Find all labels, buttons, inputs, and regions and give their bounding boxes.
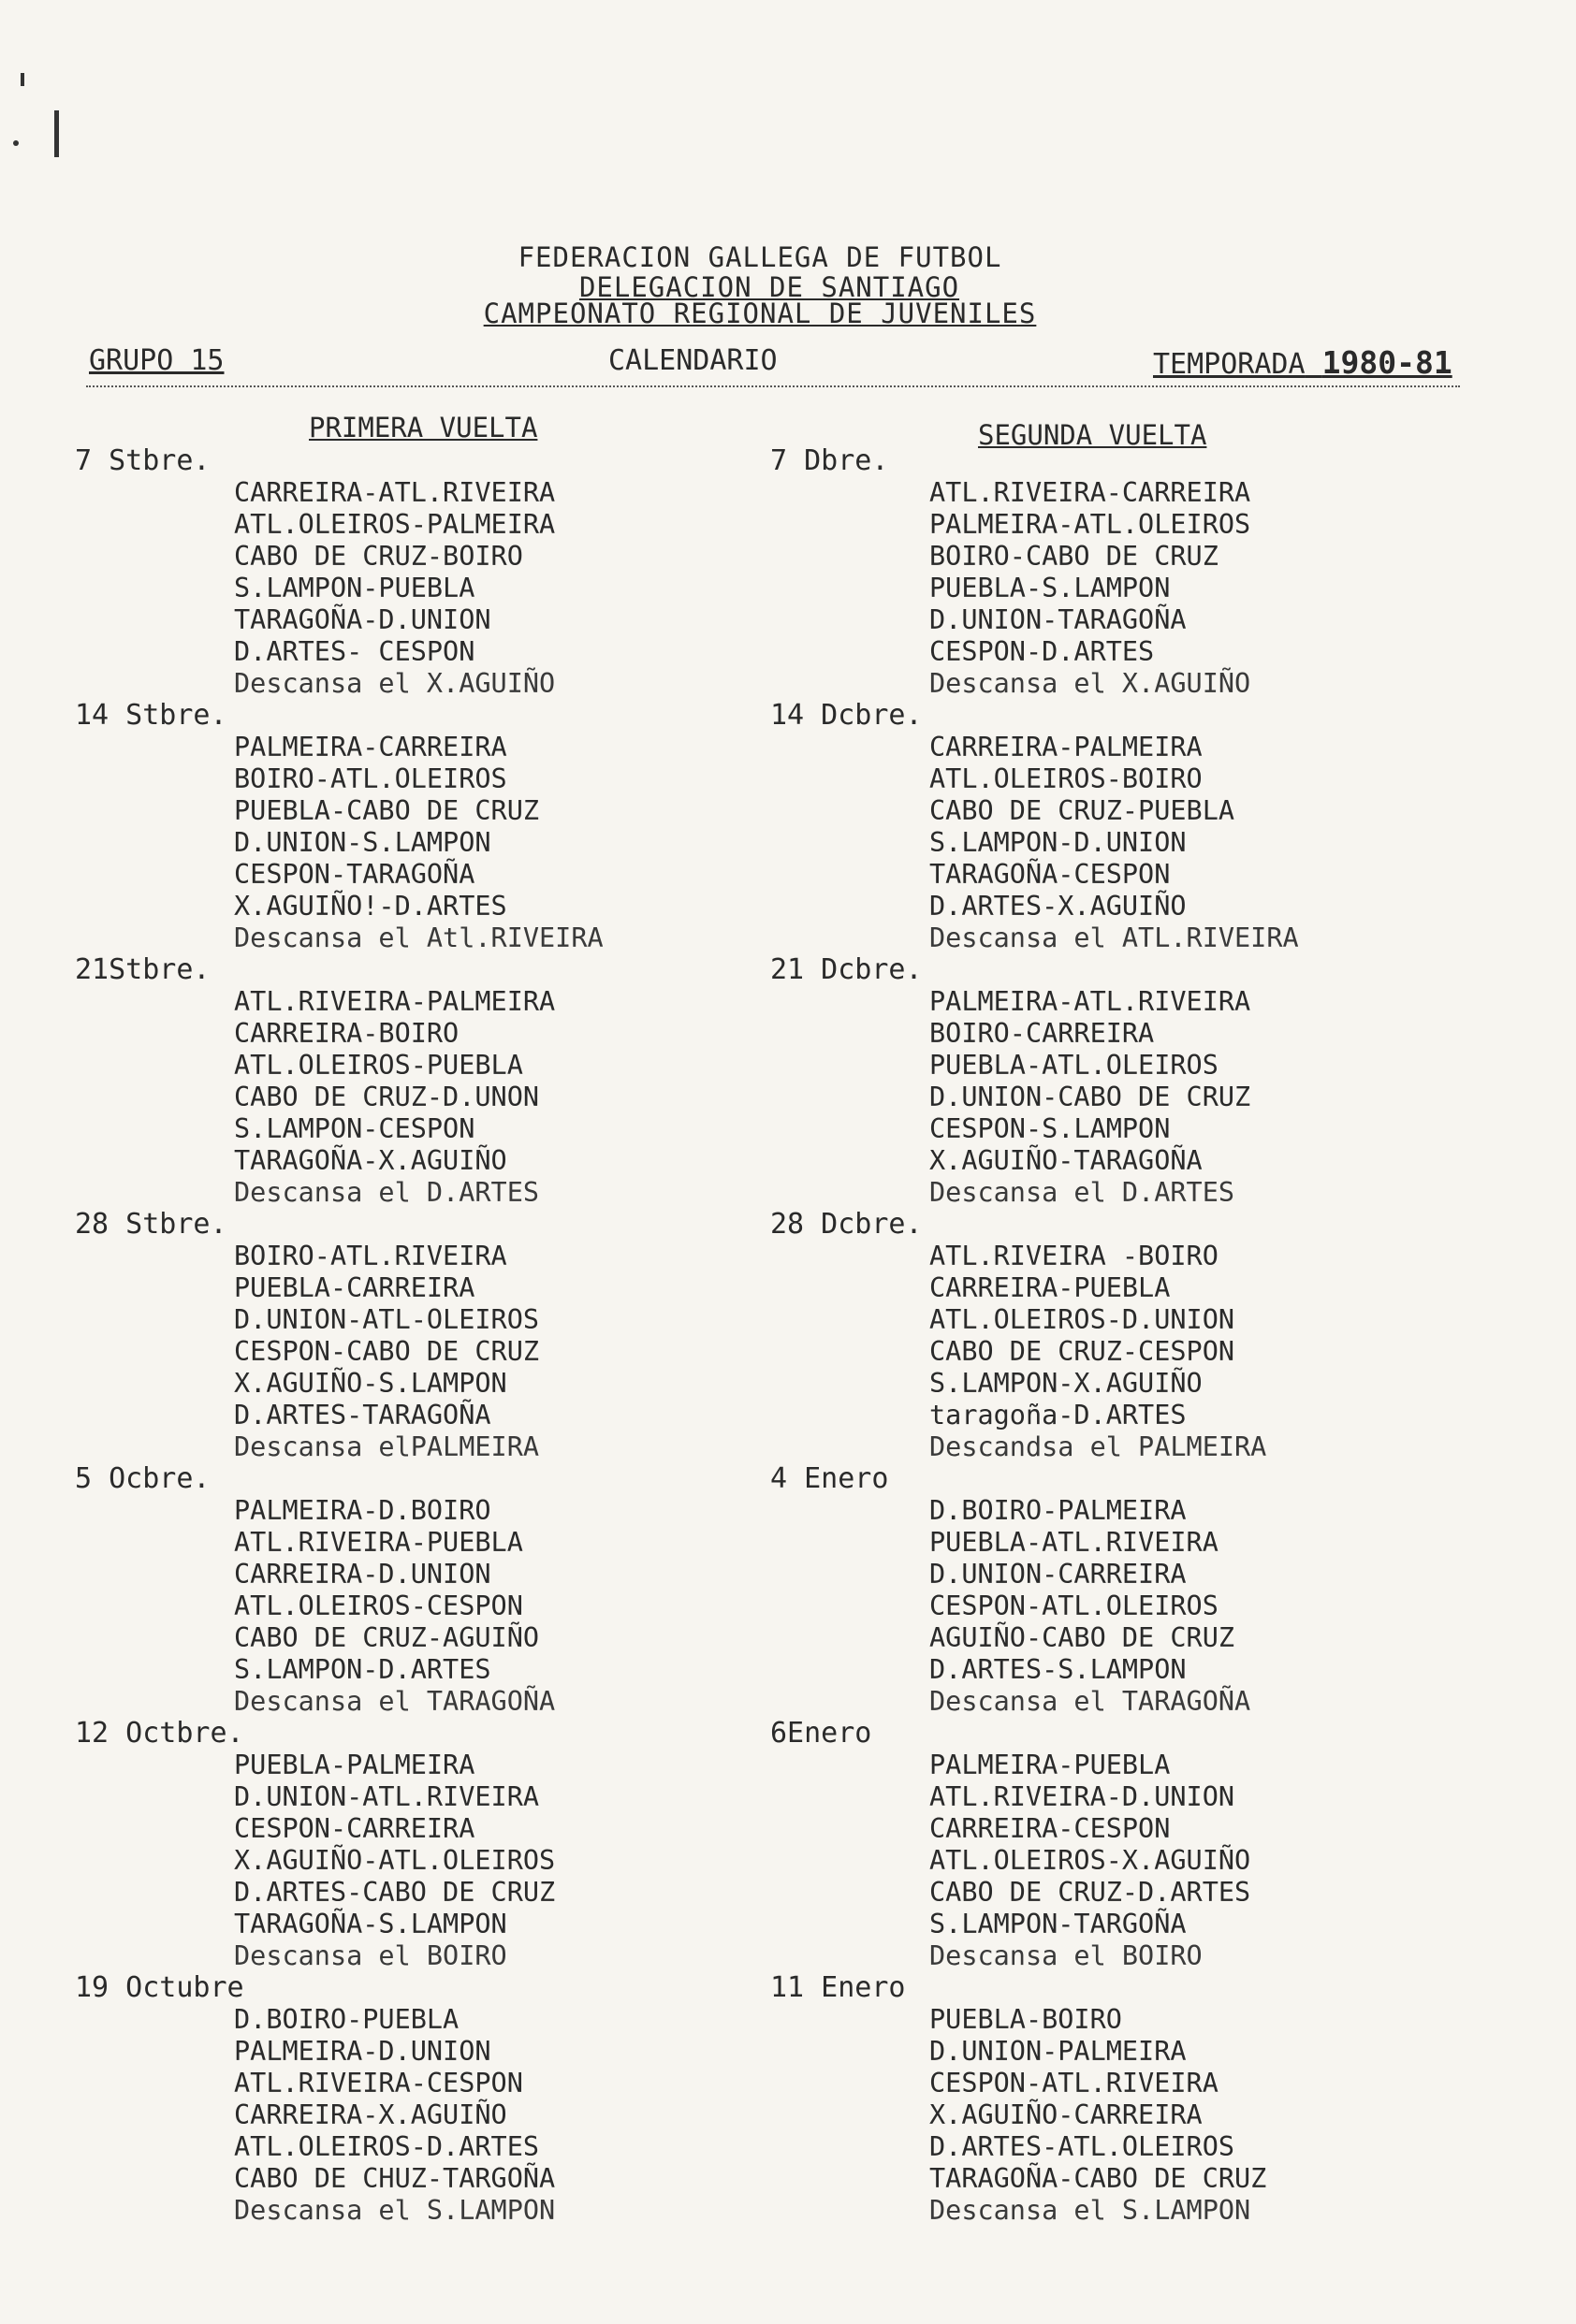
rest-team: Descansa el ATL.RIVEIRA: [929, 922, 1299, 953]
match-fixture: CABO DE CRUZ-D.UNON: [234, 1082, 540, 1112]
round-date: 6Enero: [770, 1717, 872, 1750]
first-leg-title: PRIMERA VUELTA: [309, 412, 538, 443]
match-fixture: CESPON-S.LAMPON: [929, 1113, 1171, 1144]
match-fixture: CABO DE CRUZ-CESPON: [929, 1336, 1235, 1367]
match-fixture: CARREIRA-D.UNION: [234, 1559, 491, 1590]
calendar-label: CALENDARIO: [608, 344, 778, 377]
match-fixture: D.UNION-ATL-OLEIROS: [234, 1304, 540, 1335]
match-fixture: TARAGOÑA-CABO DE CRUZ: [929, 2163, 1267, 2194]
match-fixture: D.UNION-ATL.RIVEIRA: [234, 1781, 540, 1812]
match-fixture: D.ARTES-CABO DE CRUZ: [234, 1877, 556, 1908]
match-fixture: ATL.RIVEIRA-CARREIRA: [929, 477, 1251, 508]
season-label: [1153, 344, 1452, 381]
round-date: 28 Stbre.: [75, 1208, 227, 1241]
match-fixture: CARREIRA-CESPON: [929, 1813, 1171, 1844]
first-leg-column: [75, 445, 604, 2227]
rest-team: Descansa el Atl.RIVEIRA: [234, 922, 604, 953]
round-block: [770, 445, 1299, 700]
rest-team: Descansa elPALMEIRA: [234, 1431, 540, 1462]
round-date: 21Stbre.: [75, 953, 211, 986]
rest-team: Descansa el BOIRO: [234, 1940, 507, 1971]
match-fixture: CABO DE CRUZ-BOIRO: [234, 541, 523, 572]
match-fixture: PUEBLA-CABO DE CRUZ: [234, 795, 540, 826]
season-year: 1980-81: [1321, 344, 1452, 381]
match-fixture: CESPON-TARAGOÑA: [234, 859, 475, 890]
match-fixture: ATL.RIVEIRA-D.UNION: [929, 1781, 1235, 1812]
round-block: [75, 1463, 604, 1718]
match-fixture: CARREIRA-ATL.RIVEIRA: [234, 477, 556, 508]
match-fixture: ATL.OLEIROS-D.UNION: [929, 1304, 1235, 1335]
match-fixture: TARAGOÑA-D.UNION: [234, 604, 491, 635]
round-date: 21 Dcbre.: [770, 953, 923, 986]
round-date: 7 Dbre.: [770, 444, 889, 477]
match-fixture: PALMEIRA-PUEBLA: [929, 1750, 1171, 1780]
match-fixture: D.UNION-CARREIRA: [929, 1559, 1187, 1590]
round-date: 12 Octbre.: [75, 1717, 244, 1750]
match-fixture: CESPON-CABO DE CRUZ: [234, 1336, 540, 1367]
match-fixture: CABO DE CRUZ-AGUIÑO: [234, 1622, 540, 1653]
match-fixture: D.BOIRO-PALMEIRA: [929, 1495, 1187, 1526]
round-date: 5 Ocbre.: [75, 1462, 211, 1495]
match-fixture: S.LAMPON-PUEBLA: [234, 573, 475, 603]
stray-mark: [21, 73, 24, 86]
match-fixture: S.LAMPON-CESPON: [234, 1113, 475, 1144]
match-fixture: TARAGOÑA-X.AGUIÑO: [234, 1145, 507, 1176]
match-fixture: BOIRO-ATL.OLEIROS: [234, 763, 507, 794]
round-date: 14 Dcbre.: [770, 699, 923, 732]
match-fixture: D.ARTES-ATL.OLEIROS: [929, 2131, 1235, 2162]
stray-mark: [13, 140, 19, 146]
match-fixture: CABO DE CRUZ-PUEBLA: [929, 795, 1235, 826]
rest-team: Descandsa el PALMEIRA: [929, 1431, 1267, 1462]
match-fixture: CESPON-ATL.RIVEIRA: [929, 2068, 1218, 2099]
round-block: [770, 954, 1299, 1209]
rest-team: Descansa el S.LAMPON: [234, 2195, 556, 2226]
match-fixture: D.ARTES-X.AGUIÑO: [929, 891, 1187, 922]
delegation-title: DELEGACION DE SANTIAGO: [578, 271, 960, 303]
match-fixture: ATL.OLEIROS-BOIRO: [929, 763, 1203, 794]
match-fixture: CESPON-ATL.OLEIROS: [929, 1590, 1218, 1621]
match-fixture: CARREIRA-PALMEIRA: [929, 732, 1203, 763]
match-fixture: TARAGOÑA-S.LAMPON: [234, 1909, 507, 1939]
header-dotted-rule: [86, 385, 1460, 387]
match-fixture: TARAGOÑA-CESPON: [929, 859, 1171, 890]
match-fixture: PUEBLA-CARREIRA: [234, 1272, 475, 1303]
match-fixture: X.AGUIÑO!-D.ARTES: [234, 891, 507, 922]
rest-team: Descansa el TARAGOÑA: [929, 1686, 1251, 1717]
round-date: 19 Octubre: [75, 1971, 244, 2004]
stray-mark: [54, 110, 59, 157]
round-block: [75, 954, 604, 1209]
match-fixture: ATL.RIVEIRA -BOIRO: [929, 1241, 1218, 1271]
round-block: [75, 1718, 604, 1972]
rest-team: Descansa el X.AGUIÑO: [234, 668, 556, 699]
match-fixture: D.UNION-CABO DE CRUZ: [929, 1082, 1251, 1112]
match-fixture: CESPON-D.ARTES: [929, 636, 1155, 667]
group-label: GRUPO 15: [89, 344, 225, 377]
match-fixture: D.UNION-PALMEIRA: [929, 2036, 1187, 2067]
match-fixture: AGUIÑO-CABO DE CRUZ: [929, 1622, 1235, 1653]
match-fixture: D.ARTES- CESPON: [234, 636, 475, 667]
match-fixture: D.UNION-TARAGOÑA: [929, 604, 1187, 635]
match-fixture: ATL.RIVEIRA-PUEBLA: [234, 1527, 523, 1558]
match-fixture: ATL.OLEIROS-CESPON: [234, 1590, 523, 1621]
match-fixture: CABO DE CRUZ-D.ARTES: [929, 1877, 1251, 1908]
match-fixture: ATL.OLEIROS-PUEBLA: [234, 1050, 523, 1081]
rest-team: Descansa el X.AGUIÑO: [929, 668, 1251, 699]
match-fixture: taragoña-D.ARTES: [929, 1400, 1187, 1431]
match-fixture: D.BOIRO-PUEBLA: [234, 2004, 460, 2035]
match-fixture: X.AGUIÑO-CARREIRA: [929, 2099, 1203, 2130]
rest-team: Descansa el S.LAMPON: [929, 2195, 1251, 2226]
round-block: [75, 1209, 604, 1463]
round-block: [75, 1972, 604, 2227]
match-fixture: ATL.RIVEIRA-PALMEIRA: [234, 986, 556, 1017]
match-fixture: PUEBLA-BOIRO: [929, 2004, 1122, 2035]
match-fixture: S.LAMPON-TARGOÑA: [929, 1909, 1187, 1939]
round-block: [770, 1463, 1299, 1718]
match-fixture: BOIRO-ATL.RIVEIRA: [234, 1241, 507, 1271]
match-fixture: S.LAMPON-D.UNION: [929, 827, 1187, 858]
match-fixture: BOIRO-CABO DE CRUZ: [929, 541, 1218, 572]
round-block: [75, 445, 604, 700]
federation-title: FEDERACION GALLEGA DE FUTBOL: [518, 241, 1002, 273]
match-fixture: PUEBLA-ATL.RIVEIRA: [929, 1527, 1218, 1558]
round-date: 7 Stbre.: [75, 444, 211, 477]
round-block: [770, 700, 1299, 954]
match-fixture: PUEBLA-S.LAMPON: [929, 573, 1171, 603]
match-fixture: S.LAMPON-X.AGUIÑO: [929, 1368, 1203, 1399]
match-fixture: X.AGUIÑO-TARAGOÑA: [929, 1145, 1203, 1176]
second-leg-title: SEGUNDA VUELTA: [978, 419, 1207, 451]
match-fixture: D.ARTES-S.LAMPON: [929, 1654, 1187, 1685]
match-fixture: S.LAMPON-D.ARTES: [234, 1654, 491, 1685]
round-block: [770, 1209, 1299, 1463]
match-fixture: ATL.OLEIROS-D.ARTES: [234, 2131, 540, 2162]
match-fixture: CESPON-CARREIRA: [234, 1813, 475, 1844]
match-fixture: PALMEIRA-ATL.RIVEIRA: [929, 986, 1251, 1017]
season-label-text: TEMPORADA: [1153, 348, 1306, 381]
match-fixture: ATL.OLEIROS-PALMEIRA: [234, 509, 556, 540]
match-fixture: ATL.OLEIROS-X.AGUIÑO: [929, 1845, 1251, 1876]
match-fixture: ATL.RIVEIRA-CESPON: [234, 2068, 523, 2099]
round-date: 4 Enero: [770, 1462, 889, 1495]
match-fixture: D.ARTES-TARAGOÑA: [234, 1400, 491, 1431]
second-leg-column: [770, 445, 1299, 2227]
match-fixture: PALMEIRA-ATL.OLEIROS: [929, 509, 1251, 540]
round-block: [770, 1718, 1299, 1972]
round-date: 28 Dcbre.: [770, 1208, 923, 1241]
round-date: 11 Enero: [770, 1971, 906, 2004]
match-fixture: D.UNION-S.LAMPON: [234, 827, 491, 858]
match-fixture: CARREIRA-BOIRO: [234, 1018, 460, 1049]
match-fixture: CABO DE CHUZ-TARGOÑA: [234, 2163, 556, 2194]
round-date: 14 Stbre.: [75, 699, 227, 732]
round-block: [75, 700, 604, 954]
rest-team: Descansa el TARAGOÑA: [234, 1686, 556, 1717]
round-block: [770, 1972, 1299, 2227]
match-fixture: PUEBLA-PALMEIRA: [234, 1750, 475, 1780]
match-fixture: CARREIRA-X.AGUIÑO: [234, 2099, 507, 2130]
match-fixture: PALMEIRA-CARREIRA: [234, 732, 507, 763]
match-fixture: PALMEIRA-D.UNION: [234, 2036, 491, 2067]
rest-team: Descansa el BOIRO: [929, 1940, 1203, 1971]
rest-team: Descansa el D.ARTES: [234, 1177, 540, 1208]
match-fixture: CARREIRA-PUEBLA: [929, 1272, 1171, 1303]
match-fixture: X.AGUIÑO-S.LAMPON: [234, 1368, 507, 1399]
rest-team: Descansa el D.ARTES: [929, 1177, 1235, 1208]
match-fixture: BOIRO-CARREIRA: [929, 1018, 1155, 1049]
match-fixture: PALMEIRA-D.BOIRO: [234, 1495, 491, 1526]
championship-title: CAMPEONATO REGIONAL DE JUVENILES: [483, 298, 1037, 329]
match-fixture: PUEBLA-ATL.OLEIROS: [929, 1050, 1218, 1081]
match-fixture: X.AGUIÑO-ATL.OLEIROS: [234, 1845, 556, 1876]
